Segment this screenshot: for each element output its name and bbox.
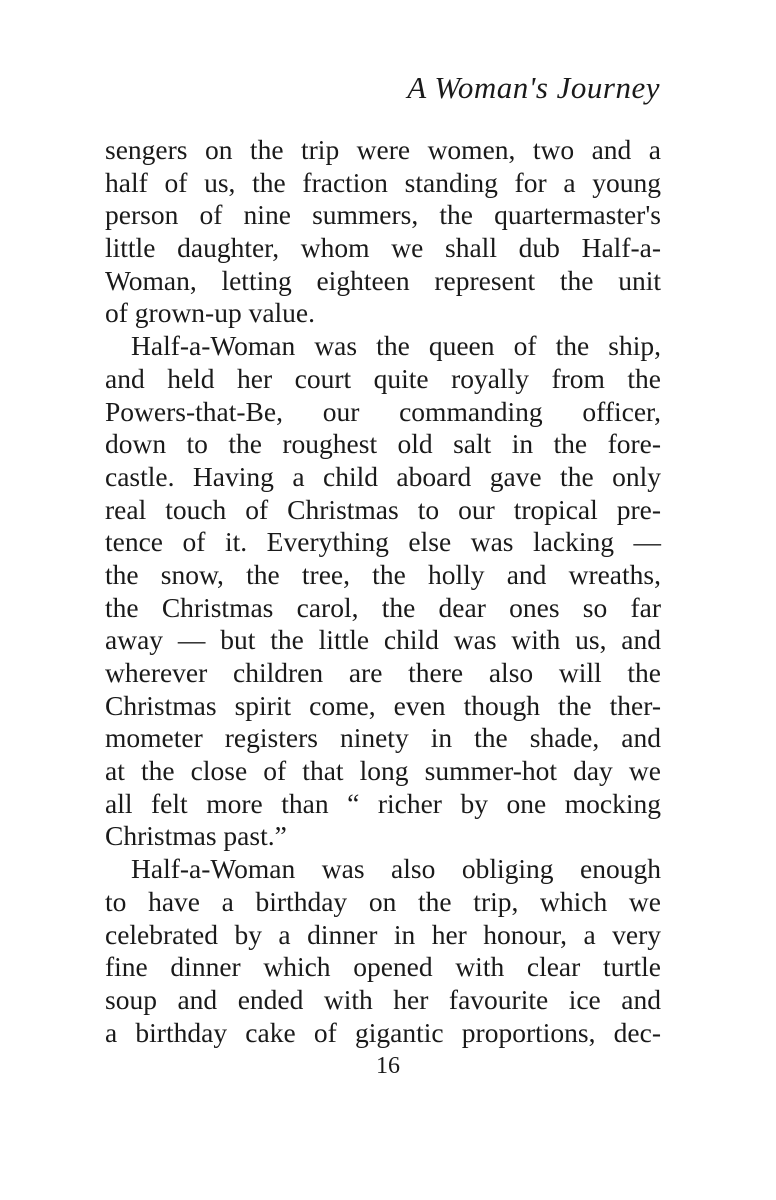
text-line: a birthday cake of gigantic proportions, dec- xyxy=(105,1016,661,1048)
text-line: tence of it. Everything else was lacking — xyxy=(105,526,661,558)
text-line: half of us, the fraction standing for a young xyxy=(105,166,661,198)
text-line: at the close of that long summer-hot day we xyxy=(105,755,661,787)
text-line: wherever children are there also will the xyxy=(105,657,661,688)
text-line: Christmas past.” xyxy=(105,820,287,852)
text-line: sengers on the trip were women, two and a xyxy=(105,134,661,165)
text-line: down to the roughest old salt in the fore- xyxy=(105,428,661,460)
text-line: of grown-up value. xyxy=(105,297,316,329)
page-number: 16 xyxy=(376,1053,400,1079)
text-line: castle. Having a child aboard gave the only xyxy=(105,460,661,492)
text-line: person of nine summers, the quartermaster's xyxy=(105,199,661,231)
text-line: Woman, letting eighteen represent the unit xyxy=(105,264,661,296)
text-line: mometer registers ninety in the shade, and xyxy=(105,722,661,754)
text-line: little daughter, whom we shall dub Half-a- xyxy=(105,232,661,264)
text-line: soup and ended with her favourite ice and xyxy=(105,983,661,1015)
text-line: the snow, the tree, the holly and wreaths, xyxy=(105,558,661,590)
text-line: and held her court quite royally from the xyxy=(105,362,661,394)
text-line: fine dinner which opened with clear turtle xyxy=(105,951,661,983)
text-line: to have a birthday on the trip, which we xyxy=(105,885,661,917)
text-line: celebrated by a dinner in her honour, a very xyxy=(105,918,661,950)
running-head: A Woman's Journey xyxy=(407,70,660,105)
text-line: Half-a-Woman was the queen of the ship, xyxy=(131,330,661,362)
text-line: Powers-that-Be, our commanding officer, xyxy=(105,395,661,427)
body-text xyxy=(105,134,661,1049)
text-line: the Christmas carol, the dear ones so far xyxy=(105,591,661,623)
text-line: Christmas spirit come, even though the ther- xyxy=(105,689,661,721)
text-line: real touch of Christmas to our tropical pre- xyxy=(105,493,661,525)
text-line: away — but the little child was with us, and xyxy=(105,624,661,656)
text-line: Half-a-Woman was also obliging enough xyxy=(131,853,661,885)
text-line: all felt more than “ richer by one mocking xyxy=(105,787,661,819)
